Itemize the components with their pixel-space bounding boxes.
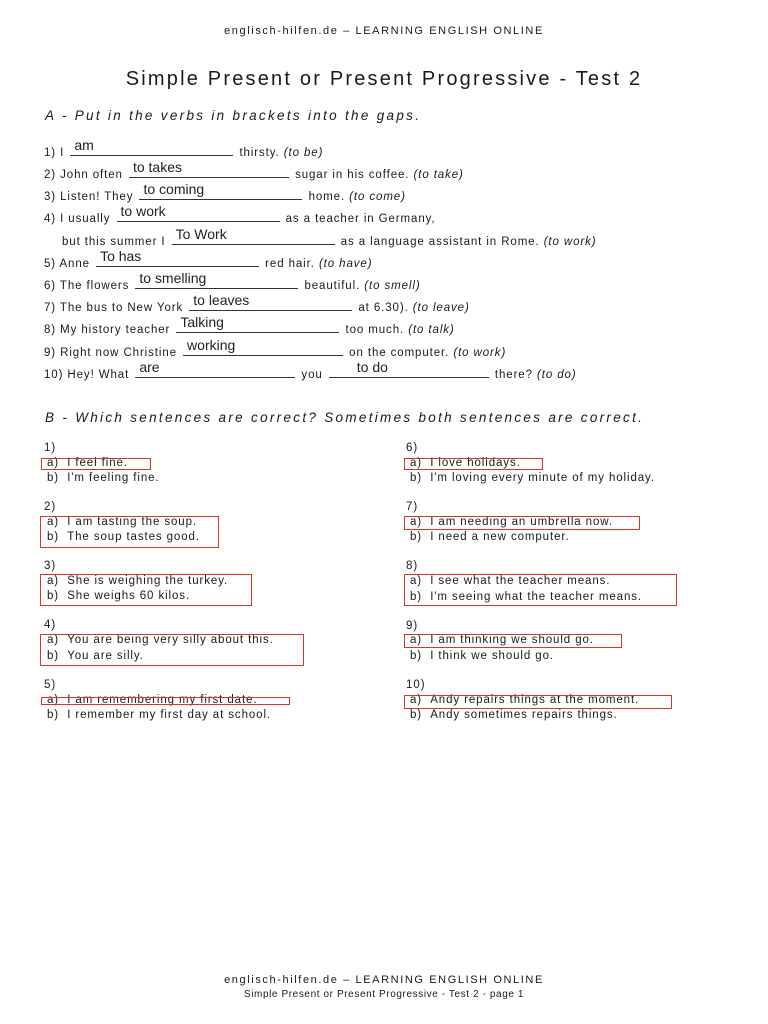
handwritten-answer: To Work	[175, 226, 227, 242]
choice-option-b[interactable]: b) I remember my first day at school.	[47, 709, 272, 721]
handwritten-answer: Talking	[180, 314, 224, 330]
choice-option-b[interactable]: b) You are silly.	[47, 650, 144, 662]
choice-option-b[interactable]: b) I'm feeling fine.	[47, 472, 160, 484]
item-suffix: as a teacher in Germany,	[285, 213, 436, 225]
verb-hint: (to talk)	[408, 324, 455, 336]
gap-item-8	[44, 314, 455, 336]
item-prefix: 5) Anne	[44, 258, 90, 270]
handwritten-answer: to smelling	[139, 270, 207, 286]
choice-option-b[interactable]: b) The soup tastes good.	[47, 531, 200, 543]
handwritten-answer: working	[187, 337, 236, 353]
item-prefix: 8) My history teacher	[44, 324, 171, 336]
choice-option-b[interactable]: b) I think we should go.	[410, 650, 554, 662]
item-prefix: 3) Listen! They	[44, 191, 134, 203]
selection-mark	[40, 634, 304, 666]
item-suffix: home.	[308, 191, 346, 203]
item-suffix: at 6.30).	[358, 302, 409, 314]
handwritten-answer: to do	[356, 359, 388, 375]
choice-option-a[interactable]: a) I am needing an umbrella now.	[410, 516, 613, 528]
choice-number: 5)	[44, 679, 57, 691]
choice-number: 10)	[406, 679, 426, 691]
item-suffix: too much.	[345, 324, 405, 336]
gap-item-6	[44, 270, 421, 292]
gap-item-1	[44, 137, 324, 159]
choice-option-a[interactable]: a) I see what the teacher means.	[410, 575, 611, 587]
footer-site: englisch-hilfen.de – LEARNING ENGLISH ONLINE	[224, 974, 544, 986]
choice-option-a[interactable]: a) Andy repairs things at the moment.	[410, 694, 640, 706]
verb-hint: (to do)	[537, 369, 577, 381]
item-middle: you	[301, 369, 323, 381]
item-prefix: 9) Right now Christine	[44, 347, 177, 359]
verb-hint: (to leave)	[412, 302, 470, 314]
choice-number: 8)	[406, 560, 419, 572]
answer-blank-10a[interactable]	[135, 359, 295, 378]
handwritten-answer: are	[139, 359, 160, 375]
item-suffix: on the computer.	[349, 347, 450, 359]
handwritten-answer: to work	[120, 203, 166, 219]
answer-blank-7[interactable]	[189, 292, 352, 311]
gap-item-7	[44, 292, 470, 314]
choice-option-b[interactable]: b) I need a new computer.	[410, 531, 570, 543]
handwritten-answer: am	[74, 137, 94, 153]
answer-blank-1[interactable]	[70, 137, 233, 156]
answer-blank-6[interactable]	[135, 270, 298, 289]
choice-option-b[interactable]: b) I'm loving every minute of my holiday.	[410, 472, 655, 484]
choice-option-a[interactable]: a) I am tasting the soup.	[47, 516, 197, 528]
answer-blank-4[interactable]	[117, 203, 280, 222]
item-prefix: 2) John often	[44, 169, 123, 181]
choice-option-a[interactable]: a) I am thinking we should go.	[410, 634, 594, 646]
choice-number: 9)	[406, 620, 419, 632]
gap-item-10	[44, 359, 577, 381]
verb-hint: (to come)	[349, 191, 406, 203]
choice-option-a[interactable]: a) I feel fine.	[47, 457, 128, 469]
gap-item-4-continued	[62, 226, 597, 248]
handwritten-answer: to takes	[132, 159, 182, 175]
verb-hint: (to smell)	[364, 280, 421, 292]
choice-option-a[interactable]: a) You are being very silly about this.	[47, 634, 274, 646]
gap-item-5	[44, 248, 373, 270]
choice-option-b[interactable]: b) She weighs 60 kilos.	[47, 590, 191, 602]
handwritten-answer: to leaves	[193, 292, 250, 308]
section-a-heading: A - Put in the verbs in brackets into the gaps.	[45, 108, 422, 123]
selection-mark	[404, 695, 672, 709]
verb-hint: (to work)	[543, 236, 597, 248]
verb-hint: (to work)	[453, 347, 507, 359]
choice-option-a[interactable]: a) She is weighing the turkey.	[47, 575, 229, 587]
choice-option-b[interactable]: b) Andy sometimes repairs things.	[410, 709, 618, 721]
gap-item-2	[44, 159, 464, 181]
item-suffix: there?	[494, 369, 533, 381]
selection-mark	[41, 697, 290, 705]
choice-number: 4)	[44, 619, 57, 631]
selection-mark	[404, 574, 677, 606]
answer-blank-10b[interactable]	[329, 359, 489, 378]
site-header: englisch-hilfen.de – LEARNING ENGLISH ONLINE	[224, 25, 544, 37]
choice-number: 2)	[44, 501, 57, 513]
item-prefix: 10) Hey! What	[44, 369, 130, 381]
verb-hint: (to take)	[413, 169, 464, 181]
item-suffix: red hair.	[265, 258, 315, 270]
choice-option-b[interactable]: b) I'm seeing what the teacher means.	[410, 591, 642, 603]
choice-number: 7)	[406, 501, 419, 513]
item-suffix: as a language assistant in Rome.	[340, 236, 540, 248]
page-title: Simple Present or Present Progressive - Test 2	[125, 68, 643, 90]
gap-item-4	[44, 203, 436, 225]
choice-number: 6)	[406, 442, 419, 454]
answer-blank-3[interactable]	[139, 181, 302, 200]
choice-option-a[interactable]: a) I am remembering my first date.	[47, 694, 258, 706]
item-suffix: sugar in his coffee.	[295, 169, 410, 181]
choice-number: 1)	[44, 442, 57, 454]
choice-number: 3)	[44, 560, 57, 572]
item-prefix: 4) I usually	[44, 213, 111, 225]
selection-mark	[404, 458, 543, 470]
choice-option-a[interactable]: a) I love holidays.	[410, 457, 521, 469]
item-prefix: 7) The bus to New York	[44, 302, 184, 314]
selection-mark	[40, 574, 252, 606]
item-suffix: beautiful.	[304, 280, 361, 292]
selection-mark	[41, 458, 151, 470]
gap-item-3	[44, 181, 406, 203]
answer-blank-2[interactable]	[129, 159, 289, 178]
verb-hint: (to be)	[283, 147, 324, 159]
footer-page-info: Simple Present or Present Progressive - Test 2 - page 1	[243, 989, 525, 1000]
handwritten-answer: to coming	[143, 181, 205, 197]
selection-mark	[404, 516, 640, 530]
handwritten-answer: To has	[100, 248, 142, 264]
answer-blank-4b[interactable]	[172, 226, 335, 245]
verb-hint: (to have)	[318, 258, 373, 270]
gap-item-9	[44, 337, 507, 359]
item-prefix: 6) The flowers	[44, 280, 130, 292]
item-suffix: thirsty.	[239, 147, 280, 159]
item-prefix: 1) I	[44, 147, 65, 159]
selection-mark	[404, 634, 622, 648]
answer-blank-9[interactable]	[183, 337, 343, 356]
answer-blank-8[interactable]	[176, 314, 339, 333]
selection-mark	[40, 516, 219, 548]
answer-blank-5[interactable]	[96, 248, 259, 267]
section-b-heading: B - Which sentences are correct? Sometimes both sentences are correct.	[45, 410, 645, 425]
item-prefix: but this summer I	[62, 236, 166, 248]
